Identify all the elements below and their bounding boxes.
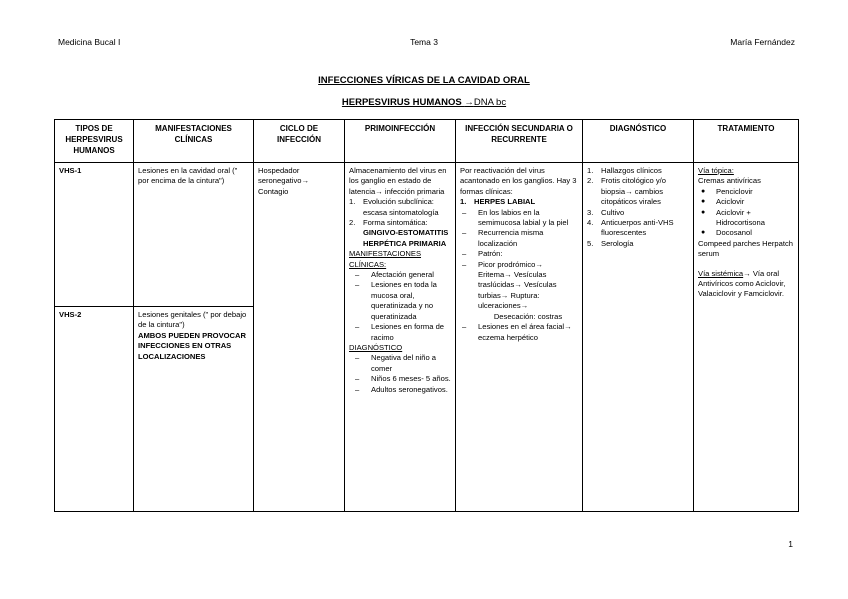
primo-manif-2: Lesiones en toda la mucosa oral, queratinizada y no queratinizada <box>371 280 437 321</box>
list-item <box>698 228 794 238</box>
list-item: – Negativa del niño a comer <box>355 353 437 373</box>
trat-bullet-1: Penciclovir <box>716 186 753 196</box>
trat-sistemica-text: → Vía oral Antivíricos como Aciclovir, Valaciclovir y Famciclovir. <box>698 268 786 299</box>
trat-topica-label: Vía tópica: <box>698 166 734 175</box>
diag-item-1: Hallazgos clínicos <box>601 166 662 175</box>
list-item <box>349 197 451 218</box>
list-number: 1. <box>349 197 356 207</box>
sec-item-1: HERPES LABIAL <box>474 197 536 207</box>
bullet-icon: ● <box>701 198 706 206</box>
sec-dash-2: Recurrencia misma localización <box>478 228 544 248</box>
trat-bullet-3-sub: Hidrocortisona <box>716 218 765 228</box>
diag-item-2: Frotis citológico y/o biopsia→ cambios citopáticos virales <box>601 176 666 207</box>
page-number: 1 <box>788 539 793 549</box>
sec-dash-5: Lesiones en el área facial→ eczema herpético <box>478 322 572 342</box>
cell-secundaria <box>456 163 583 512</box>
col-header-tipos: TIPOS DE HERPESVIRUS HUMANOS <box>55 120 134 163</box>
list-number: 1. <box>587 166 594 175</box>
list-item <box>698 187 794 197</box>
sec-intro: Por reactivación del virus acantonado en los ganglios. Hay 3 formas clínicas: <box>460 166 577 196</box>
list-item <box>587 166 689 176</box>
sec-dash-4-end: Desecación: costras <box>493 311 563 321</box>
col-header-primoinfeccion: PRIMOINFECCIÓN <box>345 120 456 163</box>
trat-sistemica-label: Vía sistémica <box>698 268 744 278</box>
tipo-vhs2: VHS-2 <box>59 310 82 319</box>
primo-diag-2: Niños 6 meses- 5 años. <box>371 374 451 384</box>
list-number: 5. <box>587 238 594 248</box>
subtitle-arrow: → <box>464 97 474 108</box>
primo-item-1: Evolución subclínica: escasa sintomatología <box>363 197 439 217</box>
primo-manif-heading: MANIFESTACIONES CLÍNICAS: <box>349 249 422 269</box>
cell-tratamiento <box>694 163 799 512</box>
list-item <box>587 218 689 239</box>
cell-tipos <box>55 163 134 512</box>
list-item: – En los labios en la semimucosa labial y la piel <box>462 207 569 228</box>
primo-manif-3: Lesiones en forma de racimo <box>371 322 445 342</box>
list-item <box>698 197 794 207</box>
col-header-diagnostico: DIAGNÓSTICO <box>583 120 694 163</box>
list-item <box>587 176 689 207</box>
manif-vhs2-note: AMBOS PUEDEN PROVOCAR INFECCIONES EN OTRAS LOCALIZACIONES <box>138 330 247 361</box>
list-number: 4. <box>587 218 594 228</box>
trat-topica-text: Cremas antivíricas <box>698 176 761 186</box>
cell-ciclo: Hospedador seronegativo→ Contagio <box>254 163 345 512</box>
primo-intro: Almacenamiento del virus en los ganglio en estado de latencia→ infección primaria <box>349 166 447 196</box>
list-number: 2. <box>587 176 594 186</box>
list-item: – Niños 6 meses- 5 años. <box>355 374 451 384</box>
page-title: INFECCIONES VÍRICAS DE LA CAVIDAD ORAL <box>318 75 530 86</box>
table-header-row <box>55 120 799 163</box>
primo-manif-1: Afectación general <box>371 270 434 280</box>
page-subtitle <box>0 97 848 108</box>
list-item: – Afectación general <box>355 270 434 280</box>
manif-vhs2-text: Lesiones genitales (" por debajo de la cintura") <box>138 310 247 330</box>
primo-item-2: Forma sintomática: <box>363 218 428 228</box>
diag-item-3: Cultivo <box>601 207 625 217</box>
list-item <box>698 208 794 229</box>
cell-primoinfeccion <box>345 163 456 512</box>
col-header-tratamiento: TRATAMIENTO <box>694 120 799 163</box>
subtitle-tail: DNA bc <box>473 97 507 108</box>
primo-diag-3: Adultos seronegativos. <box>371 384 448 394</box>
table-row <box>55 163 799 512</box>
list-item: – Adultos seronegativos. <box>355 384 448 394</box>
list-item <box>587 208 689 218</box>
list-item: – Patrón: <box>462 249 503 259</box>
col-header-ciclo: CICLO DE INFECCIÓN <box>254 120 345 163</box>
list-number: 2. <box>349 218 356 228</box>
header-subject: Medicina Bucal I <box>58 37 121 47</box>
list-item <box>587 239 689 249</box>
manif-vhs1: Lesiones en la cavidad oral (" por encima de la cintura") <box>134 163 253 307</box>
subtitle-main: HERPESVIRUS HUMANOS <box>341 97 465 108</box>
list-item: – Recurrencia misma localización <box>462 228 544 248</box>
header-topic: Tema 3 <box>410 37 438 47</box>
bullet-icon: ● <box>701 208 706 216</box>
primo-diag-1: Negativa del niño a comer <box>371 353 437 373</box>
list-item: – Lesiones en el área facial→ eczema herpético <box>462 322 572 342</box>
primo-diag-heading: DIAGNÓSTICO <box>349 342 403 352</box>
tipo-vhs1: VHS-1 <box>55 163 133 307</box>
sec-dash-4: Picor prodrómico→ Eritema→ Vesículas traslúcidas→ Vesículas turbias→ Ruptura: ulceraciones→ <box>478 259 557 311</box>
bullet-icon: ● <box>701 187 706 195</box>
list-number: 3. <box>587 207 594 217</box>
sec-dash-1: En los labios en la semimucosa labial y la piel <box>478 207 569 228</box>
manif-vhs2 <box>134 307 253 511</box>
diag-item-4: Anticuerpos anti-VHS fluorescentes <box>601 218 674 238</box>
bullet-icon: ● <box>701 229 706 237</box>
list-item: 1. HERPES LABIAL <box>460 197 536 207</box>
trat-bullet-2: Aciclovir <box>716 197 745 207</box>
trat-sistemica <box>698 269 794 300</box>
list-item: – Picor prodrómico→ Eritema→ Vesículas traslúcidas→ Vesículas turbias→ Ruptura: ulceraciones→ Desecación: costras <box>460 260 578 322</box>
diag-item-5: Serología <box>601 238 634 248</box>
list-item: – Lesiones en forma de racimo <box>355 322 445 342</box>
header-author: María Fernández <box>730 37 795 47</box>
col-header-manifestaciones: MANIFESTACIONES CLÍNICAS <box>134 120 254 163</box>
trat-bullet-3: Aciclovir + <box>716 207 751 217</box>
cell-diagnostico <box>583 163 694 512</box>
cell-manifestaciones <box>134 163 254 512</box>
primo-forma-bold: GINGIVO-ESTOMATITIS HERPÉTICA PRIMARIA <box>363 228 449 248</box>
sec-dash-3: Patrón: <box>478 249 503 259</box>
trat-bullet-4: Docosanol <box>716 228 752 238</box>
trat-extra: Compeed parches Herpatch serum <box>698 238 793 259</box>
list-item: – Lesiones en toda la mucosa oral, queratinizada y no queratinizada <box>355 280 437 321</box>
list-item <box>349 218 451 249</box>
col-header-secundaria: INFECCIÓN SECUNDARIA O RECURRENTE <box>456 120 583 163</box>
herpesvirus-table <box>54 119 799 512</box>
